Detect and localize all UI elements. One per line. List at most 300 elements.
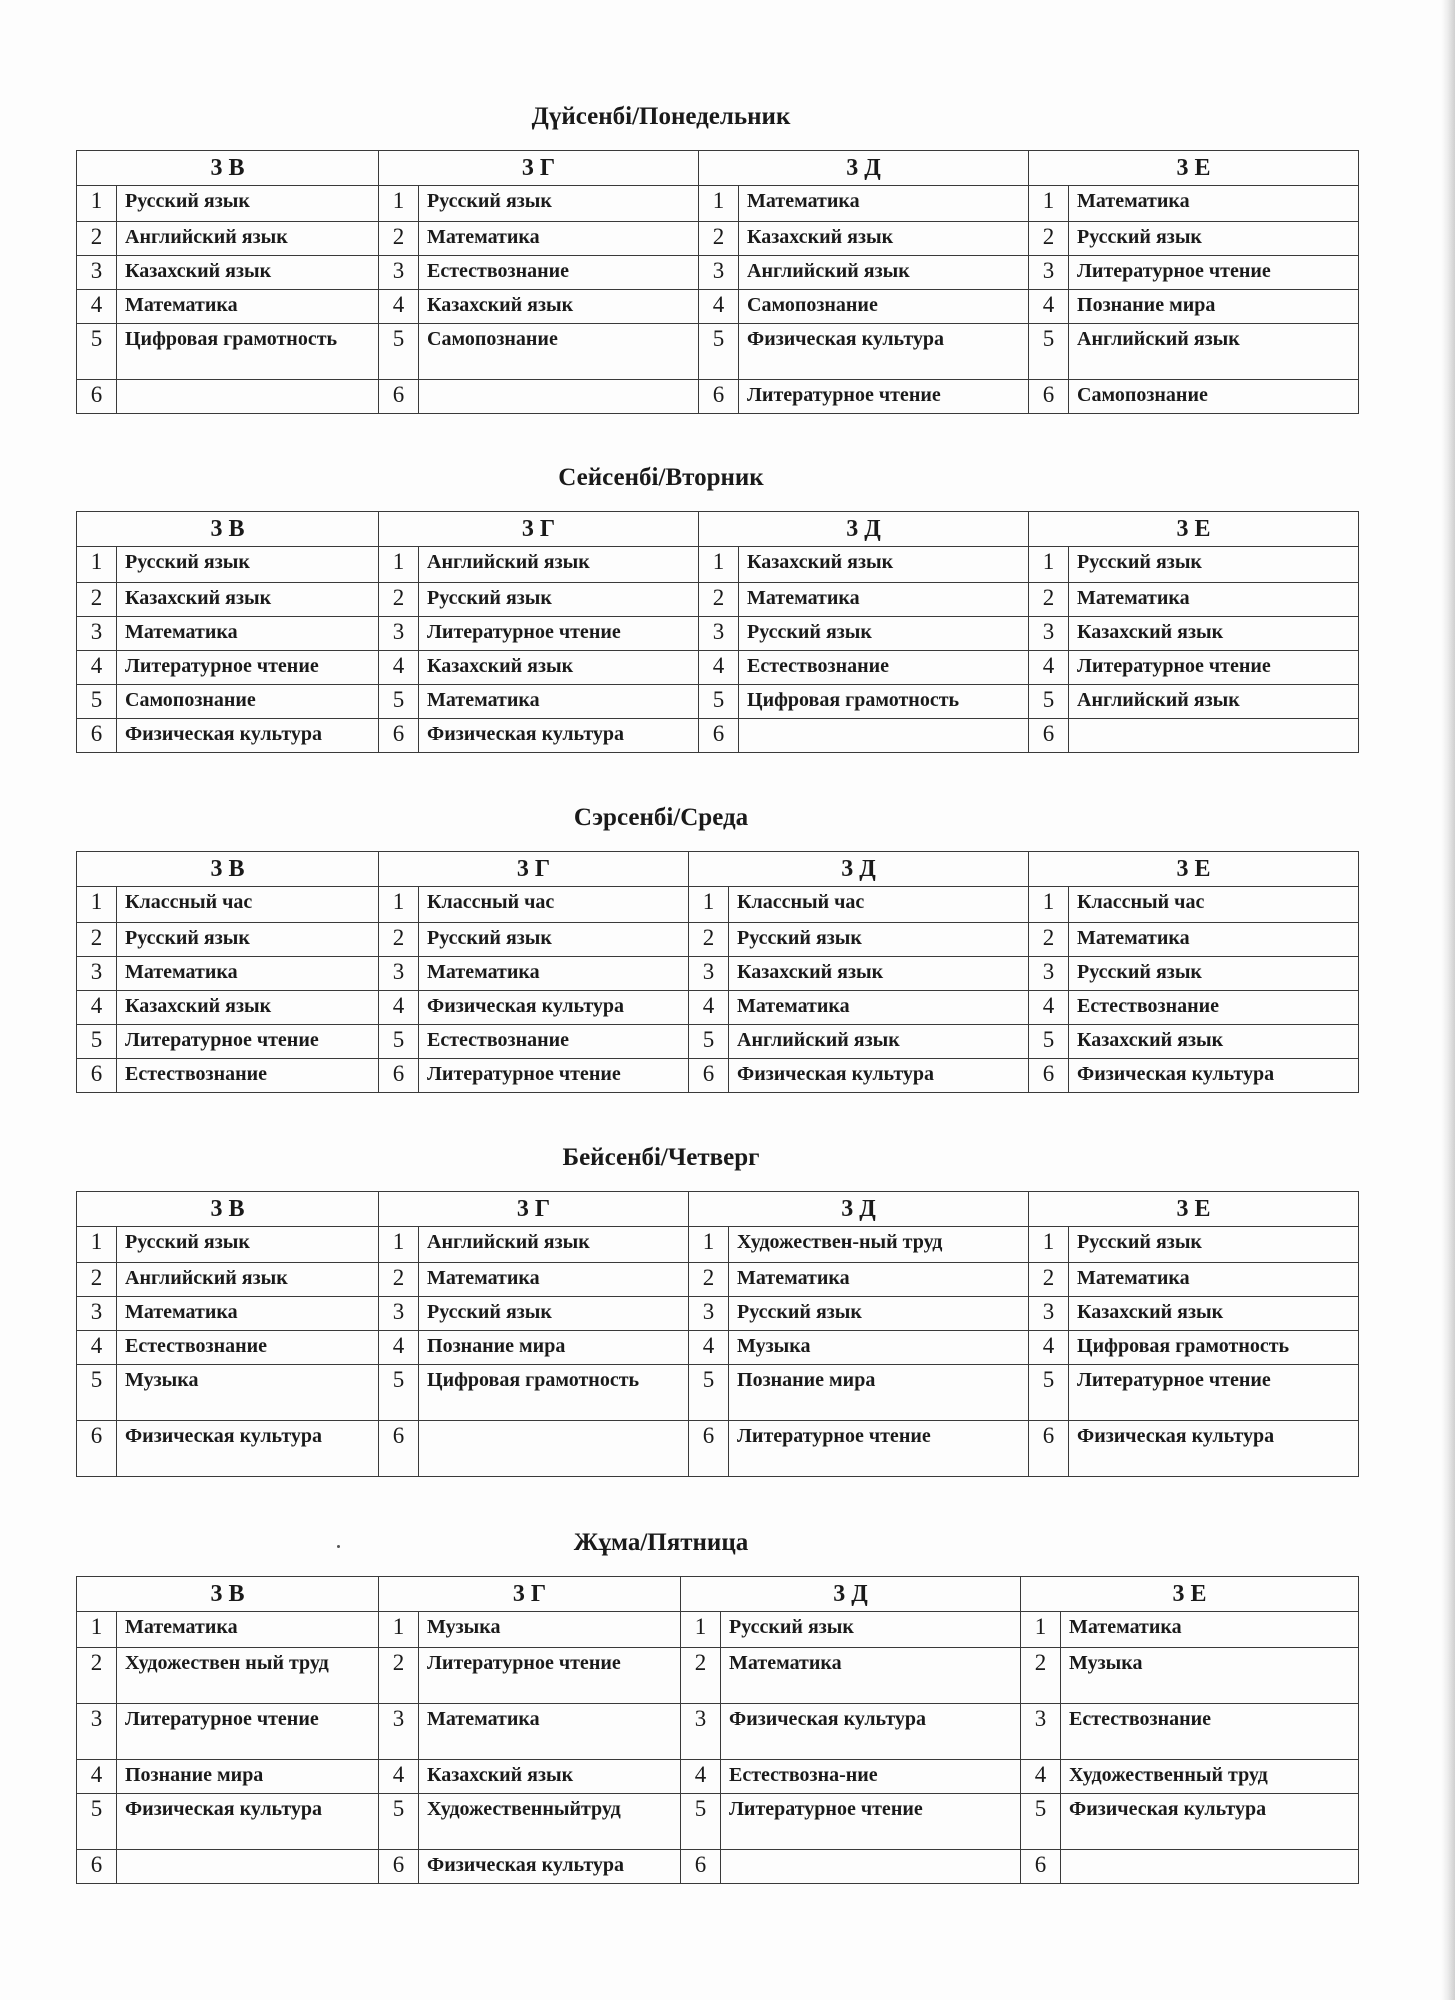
lesson-number: 4 [699,290,739,324]
lesson-number: 4 [379,1331,419,1365]
lesson-subject: Классный час [419,887,689,923]
schedule-table [76,1191,1359,1477]
lesson-subject: Физическая культура [721,1704,1021,1760]
lesson-subject: Физическая культура [419,991,689,1025]
lesson-number: 6 [699,719,739,753]
lesson-subject: Литературное чтение [117,651,379,685]
lesson-subject: Русский язык [739,617,1029,651]
lesson-subject: Художествен ный труд [117,1648,379,1704]
lesson-subject: Казахский язык [117,991,379,1025]
lesson-subject: Математика [419,222,699,256]
class-header: 3 Е [1029,151,1359,186]
class-header-row [77,852,1359,887]
lesson-subject: Естествознание [117,1331,379,1365]
lesson-number: 6 [1029,1059,1069,1093]
lesson-number: 3 [77,617,117,651]
lesson-number: 1 [77,887,117,923]
lesson-subject: Физическая культура [117,1794,379,1850]
lesson-row [77,324,1359,380]
lesson-row [77,547,1359,583]
lesson-subject [721,1850,1021,1884]
lesson-subject: Литературное чтение [1069,1365,1359,1421]
lesson-number: 2 [77,1263,117,1297]
day-section [76,803,1358,1093]
lesson-number: 4 [379,991,419,1025]
lesson-number: 6 [379,1421,419,1477]
lesson-number: 6 [379,380,419,414]
lesson-subject: Математика [729,1263,1029,1297]
lesson-number: 6 [1029,380,1069,414]
lesson-number: 3 [681,1704,721,1760]
class-header: 3 В [77,852,379,887]
lesson-number: 1 [1029,547,1069,583]
lesson-number: 3 [689,1297,729,1331]
lesson-number: 1 [379,547,419,583]
lesson-subject: Естествозна-ние [721,1760,1021,1794]
lesson-row [77,583,1359,617]
lesson-subject: Естествознание [1061,1704,1359,1760]
lesson-subject: Казахский язык [1069,617,1359,651]
lesson-number: 4 [77,1760,117,1794]
lesson-number: 2 [699,583,739,617]
lesson-number: 4 [77,991,117,1025]
lesson-subject: Русский язык [117,547,379,583]
lesson-subject [419,380,699,414]
lesson-subject: Музыка [1061,1648,1359,1704]
class-header: 3 Г [379,512,699,547]
day-section [76,1528,1358,1884]
lesson-row [77,1612,1359,1648]
lesson-subject: Математика [729,991,1029,1025]
lesson-number: 3 [77,957,117,991]
lesson-subject: Английский язык [117,1263,379,1297]
lesson-subject: Английский язык [419,547,699,583]
lesson-number: 2 [379,1648,419,1704]
lesson-row [77,1227,1359,1263]
lesson-number: 1 [1029,887,1069,923]
lesson-number: 4 [1029,991,1069,1025]
schedule-table [76,851,1359,1093]
lesson-subject: Литературное чтение [721,1794,1021,1850]
lesson-subject: Математика [419,1704,681,1760]
lesson-number: 5 [689,1365,729,1421]
class-header: 3 Г [379,852,689,887]
lesson-number: 6 [681,1850,721,1884]
lesson-subject: Математика [721,1648,1021,1704]
lesson-subject: Русский язык [117,1227,379,1263]
class-header: 3 Е [1029,852,1359,887]
lesson-number: 3 [379,1704,419,1760]
lesson-subject [1061,1850,1359,1884]
lesson-subject: Познание мира [117,1760,379,1794]
lesson-number: 5 [1029,685,1069,719]
lesson-number: 3 [1021,1704,1061,1760]
lesson-subject: Литературное чтение [739,380,1029,414]
lesson-subject: Цифровая грамотность [739,685,1029,719]
lesson-subject: Математика [117,617,379,651]
lesson-number: 6 [1029,719,1069,753]
lesson-subject: Физическая культура [419,719,699,753]
lesson-subject: Литературное чтение [117,1025,379,1059]
lesson-number: 5 [77,324,117,380]
lesson-subject: Естествознание [419,1025,689,1059]
lesson-subject: Математика [117,290,379,324]
lesson-number: 3 [699,256,739,290]
lesson-number: 3 [1029,256,1069,290]
lesson-number: 3 [379,957,419,991]
class-header: 3 Д [689,852,1029,887]
lesson-number: 2 [77,1648,117,1704]
class-header-row [77,151,1359,186]
lesson-number: 1 [1021,1612,1061,1648]
lesson-number: 2 [689,1263,729,1297]
lesson-number: 6 [699,380,739,414]
lesson-number: 6 [379,1850,419,1884]
lesson-subject: Английский язык [419,1227,689,1263]
day-title: Сейсенбі/Вторник [558,464,764,491]
lesson-row [77,1794,1359,1850]
day-section [76,1143,1358,1477]
lesson-number: 5 [689,1025,729,1059]
lesson-number: 2 [77,923,117,957]
lesson-subject: Математика [739,583,1029,617]
lesson-row [77,957,1359,991]
lesson-number: 1 [1029,186,1069,222]
lesson-number: 2 [379,1263,419,1297]
lesson-number: 4 [681,1760,721,1794]
lesson-number: 1 [681,1612,721,1648]
lesson-row [77,1297,1359,1331]
class-header: 3 Д [699,151,1029,186]
lesson-number: 5 [379,1025,419,1059]
lesson-number: 1 [689,887,729,923]
lesson-subject: Физическая культура [1069,1421,1359,1477]
lesson-number: 2 [77,583,117,617]
lesson-subject: Казахский язык [419,1760,681,1794]
lesson-number: 6 [1029,1421,1069,1477]
lesson-subject: Физическая культура [117,719,379,753]
lesson-subject: Физическая культура [729,1059,1029,1093]
lesson-subject: Математика [419,685,699,719]
lesson-subject: Русский язык [1069,222,1359,256]
class-header: 3 Д [699,512,1029,547]
class-header-row [77,1192,1359,1227]
lesson-subject: Английский язык [117,222,379,256]
lesson-row [77,1648,1359,1704]
lesson-subject: Музыка [729,1331,1029,1365]
lesson-number: 6 [689,1059,729,1093]
lesson-subject: Английский язык [1069,685,1359,719]
lesson-subject: Казахский язык [1069,1297,1359,1331]
lesson-number: 1 [689,1227,729,1263]
lesson-subject: Цифровая грамотность [117,324,379,380]
lesson-number: 2 [1021,1648,1061,1704]
lesson-number: 2 [699,222,739,256]
lesson-row [77,256,1359,290]
lesson-number: 5 [1029,1025,1069,1059]
lesson-row [77,1263,1359,1297]
lesson-number: 4 [1029,290,1069,324]
lesson-subject: Русский язык [729,1297,1029,1331]
lesson-subject: Математика [1069,583,1359,617]
lesson-number: 4 [379,651,419,685]
lesson-number: 4 [379,1760,419,1794]
lesson-subject: Русский язык [419,923,689,957]
lesson-subject: Литературное чтение [729,1421,1029,1477]
day-title: Бейсенбі/Четверг [562,1144,760,1171]
lesson-subject: Самопознание [419,324,699,380]
lesson-number: 3 [1029,1297,1069,1331]
lesson-number: 2 [1029,923,1069,957]
lesson-subject: Русский язык [721,1612,1021,1648]
lesson-subject: Казахский язык [739,547,1029,583]
schedule-table [76,511,1359,753]
lesson-number: 3 [77,256,117,290]
lesson-row [77,1760,1359,1794]
lesson-number: 1 [77,1612,117,1648]
lesson-number: 4 [1029,1331,1069,1365]
lesson-subject: Математика [117,957,379,991]
lesson-subject: Познание мира [729,1365,1029,1421]
lesson-subject: Математика [419,957,689,991]
lesson-subject: Самопознание [117,685,379,719]
lesson-number: 2 [379,222,419,256]
lesson-number: 5 [379,685,419,719]
lesson-subject: Математика [419,1263,689,1297]
lesson-number: 4 [379,290,419,324]
lesson-number: 1 [379,186,419,222]
lesson-number: 5 [1029,324,1069,380]
class-header: 3 Д [681,1577,1021,1612]
lesson-number: 1 [77,1227,117,1263]
lesson-number: 6 [77,1421,117,1477]
lesson-number: 5 [681,1794,721,1850]
lesson-subject: Самопознание [739,290,1029,324]
lesson-number: 3 [77,1297,117,1331]
lesson-number: 2 [681,1648,721,1704]
lesson-subject: Русский язык [117,186,379,222]
lesson-number: 6 [689,1421,729,1477]
lesson-subject: Классный час [1069,887,1359,923]
lesson-number: 6 [77,380,117,414]
class-header: 3 В [77,151,379,186]
lesson-subject: Естествознание [117,1059,379,1093]
lesson-number: 6 [77,1850,117,1884]
lesson-number: 1 [379,1227,419,1263]
lesson-row [77,719,1359,753]
lesson-subject: Казахский язык [739,222,1029,256]
lesson-row [77,1059,1359,1093]
lesson-number: 2 [77,222,117,256]
class-header: 3 В [77,1192,379,1227]
lesson-subject [1069,719,1359,753]
lesson-subject: Русский язык [419,1297,689,1331]
lesson-number: 1 [77,186,117,222]
lesson-subject: Казахский язык [419,651,699,685]
lesson-number: 2 [379,583,419,617]
lesson-subject: Казахский язык [117,256,379,290]
lesson-subject: Английский язык [729,1025,1029,1059]
lesson-number: 4 [77,651,117,685]
class-header: 3 Е [1029,512,1359,547]
lesson-subject: Математика [1069,923,1359,957]
lesson-row [77,222,1359,256]
lesson-number: 5 [699,324,739,380]
lesson-number: 1 [379,887,419,923]
lesson-subject: Познание мира [1069,290,1359,324]
schedule-table [76,1576,1359,1884]
lesson-subject: Музыка [419,1612,681,1648]
lesson-row [77,991,1359,1025]
lesson-number: 5 [77,1025,117,1059]
lesson-subject: Цифровая грамотность [1069,1331,1359,1365]
lesson-number: 6 [1021,1850,1061,1884]
lesson-number: 4 [699,651,739,685]
class-header: 3 Е [1029,1192,1359,1227]
lesson-subject: Русский язык [419,186,699,222]
lesson-subject: Художествен-ный труд [729,1227,1029,1263]
lesson-subject: Самопознание [1069,380,1359,414]
lesson-number: 5 [379,1794,419,1850]
lesson-number: 5 [379,1365,419,1421]
lesson-subject [419,1421,689,1477]
lesson-row [77,617,1359,651]
lesson-subject: Русский язык [1069,957,1359,991]
lesson-subject: Русский язык [419,583,699,617]
lesson-subject: Физическая культура [1061,1794,1359,1850]
lesson-subject: Цифровая грамотность [419,1365,689,1421]
lesson-subject: Естествознание [1069,991,1359,1025]
lesson-number: 3 [379,1297,419,1331]
lesson-subject: Казахский язык [117,583,379,617]
lesson-number: 1 [699,547,739,583]
lesson-number: 5 [699,685,739,719]
lesson-subject: Естествознание [419,256,699,290]
scan-edge-shadow [1441,0,1455,2000]
day-title: Дүйсенбі/Понедельник [531,103,791,130]
class-header: 3 В [77,1577,379,1612]
lesson-subject: Английский язык [1069,324,1359,380]
lesson-row [77,1331,1359,1365]
lesson-number: 1 [379,1612,419,1648]
class-header: 3 В [77,512,379,547]
class-header: 3 Г [379,1192,689,1227]
class-header: 3 Г [379,151,699,186]
lesson-row [77,651,1359,685]
lesson-subject: Литературное чтение [117,1704,379,1760]
lesson-subject: Английский язык [739,256,1029,290]
lesson-subject: Классный час [117,887,379,923]
lesson-subject: Русский язык [729,923,1029,957]
lesson-number: 2 [1029,1263,1069,1297]
lesson-subject: Физическая культура [739,324,1029,380]
lesson-number: 3 [1029,957,1069,991]
class-header: 3 Д [689,1192,1029,1227]
lesson-row [77,186,1359,222]
lesson-number: 4 [689,991,729,1025]
lesson-subject: Классный час [729,887,1029,923]
lesson-number: 2 [379,923,419,957]
lesson-number: 1 [1029,1227,1069,1263]
lesson-number: 4 [1021,1760,1061,1794]
lesson-number: 2 [1029,222,1069,256]
lesson-subject: Физическая культура [1069,1059,1359,1093]
lesson-number: 3 [379,256,419,290]
lesson-row [77,1025,1359,1059]
lesson-subject: Математика [117,1612,379,1648]
lesson-number: 4 [77,290,117,324]
lesson-number: 2 [689,923,729,957]
lesson-number: 5 [1029,1365,1069,1421]
lesson-number: 4 [689,1331,729,1365]
lesson-number: 5 [77,1365,117,1421]
lesson-subject: Музыка [117,1365,379,1421]
lesson-subject: Казахский язык [1069,1025,1359,1059]
lesson-subject [117,380,379,414]
lesson-subject: Художественныйтруд [419,1794,681,1850]
lesson-subject: Литературное чтение [1069,256,1359,290]
class-header: 3 Г [379,1577,681,1612]
lesson-subject: Литературное чтение [419,617,699,651]
lesson-row [77,290,1359,324]
lesson-number: 6 [77,719,117,753]
lesson-number: 6 [77,1059,117,1093]
lesson-number: 1 [699,186,739,222]
day-section [76,463,1358,753]
lesson-subject: Математика [117,1297,379,1331]
lesson-number: 3 [689,957,729,991]
lesson-number: 4 [1029,651,1069,685]
lesson-number: 5 [77,1794,117,1850]
lesson-subject: Литературное чтение [419,1059,689,1093]
lesson-subject: Литературное чтение [419,1648,681,1704]
lesson-number: 3 [77,1704,117,1760]
lesson-row [77,887,1359,923]
lesson-row [77,923,1359,957]
lesson-subject: Естествознание [739,651,1029,685]
lesson-subject: Физическая культура [117,1421,379,1477]
lesson-number: 3 [699,617,739,651]
day-title: Сэрсенбі/Среда [573,804,749,831]
lesson-subject: Математика [739,186,1029,222]
lesson-subject: Художественный труд [1061,1760,1359,1794]
lesson-subject [117,1850,379,1884]
class-header-row [77,512,1359,547]
lesson-number: 5 [77,685,117,719]
lesson-row [77,1421,1359,1477]
lesson-subject: Познание мира [419,1331,689,1365]
lesson-subject: Математика [1061,1612,1359,1648]
lesson-row [77,685,1359,719]
lesson-number: 5 [379,324,419,380]
lesson-subject: Математика [1069,1263,1359,1297]
lesson-number: 6 [379,719,419,753]
lesson-subject: Литературное чтение [1069,651,1359,685]
lesson-row [77,1850,1359,1884]
lesson-subject: Русский язык [1069,547,1359,583]
lesson-row [77,1365,1359,1421]
lesson-subject: Казахский язык [419,290,699,324]
lesson-number: 3 [379,617,419,651]
lesson-number: 2 [1029,583,1069,617]
lesson-subject: Физическая культура [419,1850,681,1884]
lesson-number: 1 [77,547,117,583]
class-header-row [77,1577,1359,1612]
lesson-subject: Математика [1069,186,1359,222]
class-header: 3 Е [1021,1577,1359,1612]
lesson-number: 6 [379,1059,419,1093]
lesson-subject: Русский язык [117,923,379,957]
